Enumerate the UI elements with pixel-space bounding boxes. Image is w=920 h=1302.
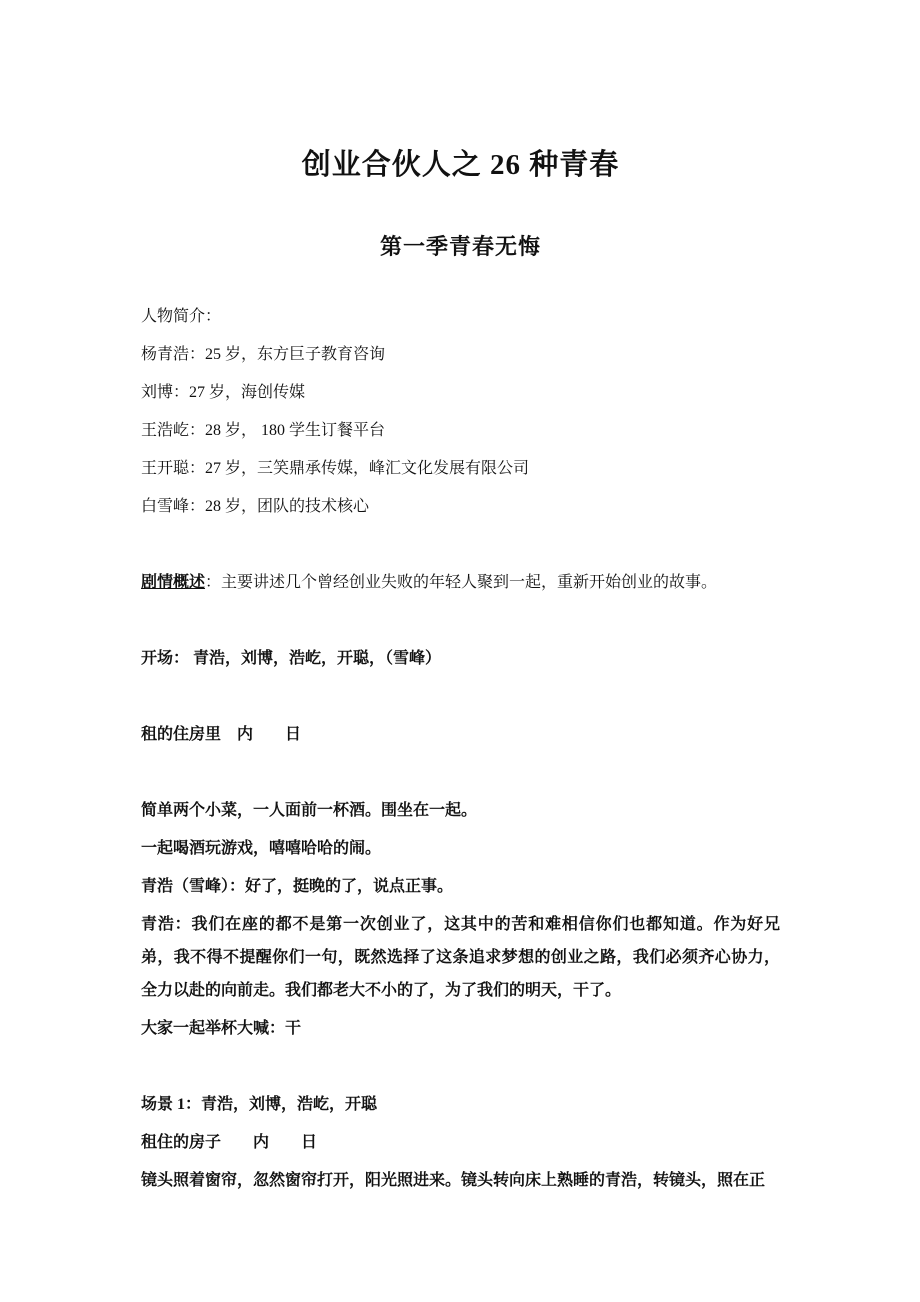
paragraph	[141, 1012, 780, 1045]
paragraph	[141, 452, 780, 485]
paragraph	[141, 870, 780, 903]
text-run: 白雪峰：28 岁，团队的技术核心	[141, 498, 370, 515]
paragraph	[141, 908, 780, 1007]
paragraph	[141, 832, 780, 865]
paragraph	[141, 1088, 780, 1121]
text-run: 一起喝酒玩游戏，嘻嘻哈哈的闹。	[141, 840, 382, 857]
text-run: 王开聪：27 岁，三笑鼎承传媒，峰汇文化发展有限公司	[141, 460, 530, 477]
paragraph	[141, 300, 780, 333]
paragraph	[141, 756, 780, 789]
text-run: 青浩（雪峰）：好了，挺晚的了，说点正事。	[141, 878, 454, 895]
text-run: 镜头照着窗帘，忽然窗帘打开，阳光照进来。镜头转向床上熟睡的青浩，转镜头，照在正	[141, 1172, 766, 1189]
text-run: ：主要讲述几个曾经创业失败的年轻人聚到一起，重新开始创业的故事。	[205, 574, 718, 591]
text-run: 租的住房里 内 日	[141, 726, 302, 743]
paragraph	[141, 1050, 780, 1083]
paragraph	[141, 376, 780, 409]
paragraph	[141, 1164, 780, 1197]
text-run: 开场： 青浩，刘博，浩屹，开聪，（雪峰）	[141, 650, 442, 667]
paragraph	[141, 566, 780, 599]
document-subtitle: 第一季青春无悔	[379, 234, 541, 259]
text-run: 剧情概述	[141, 574, 206, 591]
text-run: 租住的房子 内 日	[141, 1134, 318, 1151]
text-run: 刘博：27 岁，海创传媒	[141, 384, 306, 401]
paragraph	[141, 1126, 780, 1159]
paragraph	[141, 718, 780, 751]
text-run: 大家一起举杯大喊：干	[141, 1020, 302, 1037]
document-title: 创业合伙人之 26 种青春	[301, 149, 620, 181]
paragraph	[141, 604, 780, 637]
text-run: 场景 1：青浩，刘博，浩屹，开聪	[141, 1096, 378, 1113]
paragraph	[141, 680, 780, 713]
text-run: 杨青浩：25 岁，东方巨子教育咨询	[141, 346, 386, 363]
paragraph	[141, 642, 780, 675]
text-run: 简单两个小菜，一人面前一杯酒。围坐在一起。	[141, 802, 478, 819]
text-run: 王浩屹：28 岁， 180 学生订餐平台	[141, 422, 386, 439]
paragraph	[141, 528, 780, 561]
paragraph	[141, 490, 780, 523]
text-run: 人物简介：	[141, 308, 222, 325]
document-body	[141, 300, 780, 1197]
paragraph	[141, 794, 780, 827]
paragraph	[141, 338, 780, 371]
text-run: 青浩：我们在座的都不是第一次创业了，这其中的苦和难相信你们也都知道。作为好兄弟，我不得不提醒你们一句，既然选择了这条追求梦想的创业之路，我们必须齐心协力，全力以赴的向前走。我们都老大不小的了，为了我们的明天，干了。	[141, 916, 780, 999]
paragraph	[141, 414, 780, 447]
